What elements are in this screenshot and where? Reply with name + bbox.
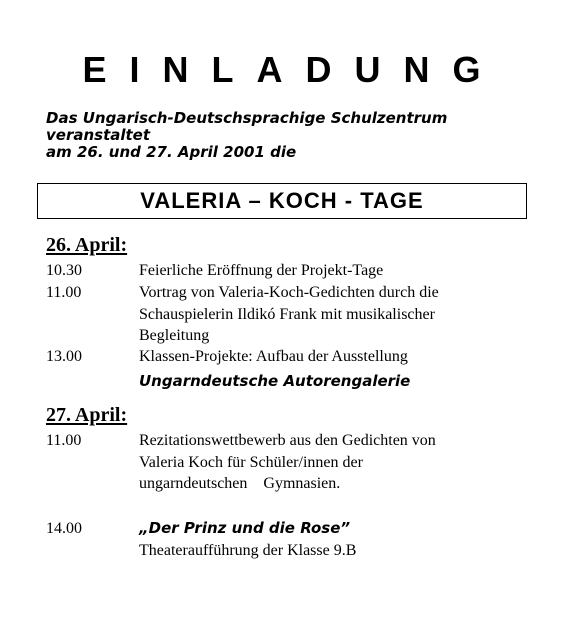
event-banner: VALERIA – KOCH - TAGE [37,183,527,219]
invitation-title: EINLADUNG [82,49,504,90]
schedule-time: 14.00 [46,520,82,537]
description-line: Schauspielerin Ildikó Frank mit musikalischer [139,305,435,323]
intro-line: veranstaltet [46,126,151,144]
schedule-time: 11.00 [46,284,82,301]
day-heading-26-april: 26. April: [46,234,128,256]
intro-line: am 26. und 27. April 2001 die [46,143,297,161]
description-line: Valeria Koch für Schüler/innen der [139,453,363,471]
intro-text [46,110,526,161]
schedule-time: 11.00 [46,432,82,449]
schedule-description [139,518,539,561]
description-line: Begleitung [139,327,210,344]
description-line: ungarndeutschen Gymnasien. [139,475,341,492]
schedule-time: 10.30 [46,262,82,279]
description-line: Klassen-Projekte: Aufbau der Ausstellung [139,348,408,365]
description-line: Vortrag von Valeria-Koch-Gedichten durch die [139,284,439,301]
schedule-description [139,346,539,392]
schedule-description [139,282,539,347]
day-heading-27-april: 27. April: [46,404,128,426]
gallery-title: Ungarndeutsche Autorengalerie [139,371,411,390]
schedule-description: Feierliche Eröffnung der Projekt-Tage [139,262,384,279]
description-line: Rezitationswettbewerb aus den Gedichten von [139,432,436,449]
description-line: Theateraufführung der Klasse 9.B [139,541,357,559]
schedule-description [139,430,539,495]
schedule-time: 13.00 [46,348,82,365]
play-title: „Der Prinz und die Rose” [139,519,351,537]
intro-line: Das Ungarisch-Deutschsprachige Schulzentrum [46,109,448,127]
